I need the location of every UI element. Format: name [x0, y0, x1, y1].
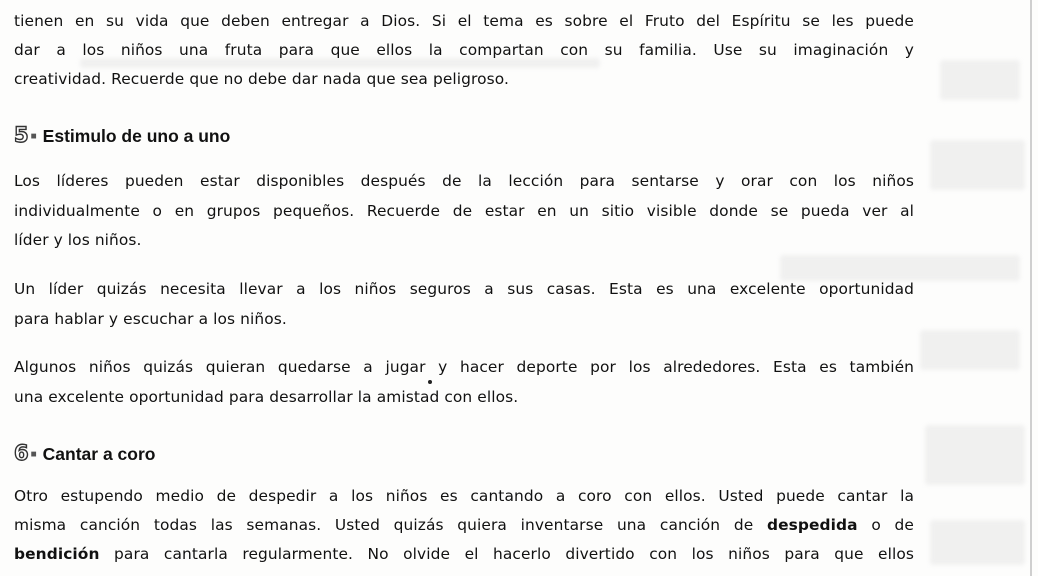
intro-line-3: creatividad. Recuerde que no debe dar nada que sea peligroso. [14, 70, 509, 88]
bleed-through-smudge [925, 425, 1025, 485]
section-6-line-2-end: o de [857, 516, 914, 534]
section-5-number: 5 [14, 123, 29, 147]
section-5-heading [14, 124, 230, 148]
intro-line-2: dar a los niños una fruta para que ellos la compartan con su familia. Use su imaginación y [14, 41, 914, 59]
emphasis-despedida: despedida [766, 516, 858, 534]
heading-bullet-icon: ■ [30, 131, 37, 143]
section-5-p1-line-3: líder y los niños. [14, 231, 142, 249]
section-5-p3-line-2: una excelente oportunidad para desarrollar la amistad con ellos. [14, 388, 519, 406]
section-5-title: Estimulo de uno a uno [42, 126, 231, 146]
section-5-p2-line-2: para hablar y escuchar a los niños. [14, 310, 287, 328]
emphasis-bendicion: bendición [14, 545, 100, 563]
section-5-p3-line-1: Algunos niños quizás quieran quedarse a jugar y hacer deporte por los alrededores. Esta es también [14, 358, 914, 376]
section-5-p1-line-1: Los líderes pueden estar disponibles después de la lección para sentarse y orar con los niños [14, 172, 914, 190]
bleed-through-smudge [930, 140, 1025, 190]
section-6-title: Cantar a coro [42, 444, 156, 464]
ink-speck [428, 380, 432, 384]
section-5-p1-line-2: individualmente o en grupos pequeños. Recuerde de estar en un sitio visible donde se pueda ver al [14, 202, 914, 220]
section-6-number: 6 [14, 441, 29, 465]
bleed-through-smudge [940, 60, 1020, 100]
section-6-line-2 [14, 514, 914, 536]
section-6-line-3 [14, 543, 914, 565]
section-5-p2-line-1: Un líder quizás necesita llevar a los niños seguros a sus casas. Esta es una excelente oportunidad [14, 280, 914, 298]
bleed-through-smudge [920, 330, 1020, 370]
heading-bullet-icon: ■ [30, 449, 37, 461]
section-6-line-3-text: para cantarla regularmente. No olvide el hacerlo divertido con los niños para que ellos [99, 545, 914, 563]
section-6-line-2-text: misma canción todas las semanas. Usted quizás quiera inventarse una canción de [14, 516, 767, 534]
page-edge-line [1030, 0, 1032, 576]
bleed-through-smudge [930, 520, 1025, 565]
section-6-heading [14, 442, 155, 466]
intro-line-1: tienen en su vida que deben entregar a Dios. Si el tema es sobre el Fruto del Espíritu se les puede [14, 12, 914, 30]
section-6-line-1: Otro estupendo medio de despedir a los niños es cantando a coro con ellos. Usted puede cantar la [14, 487, 914, 505]
